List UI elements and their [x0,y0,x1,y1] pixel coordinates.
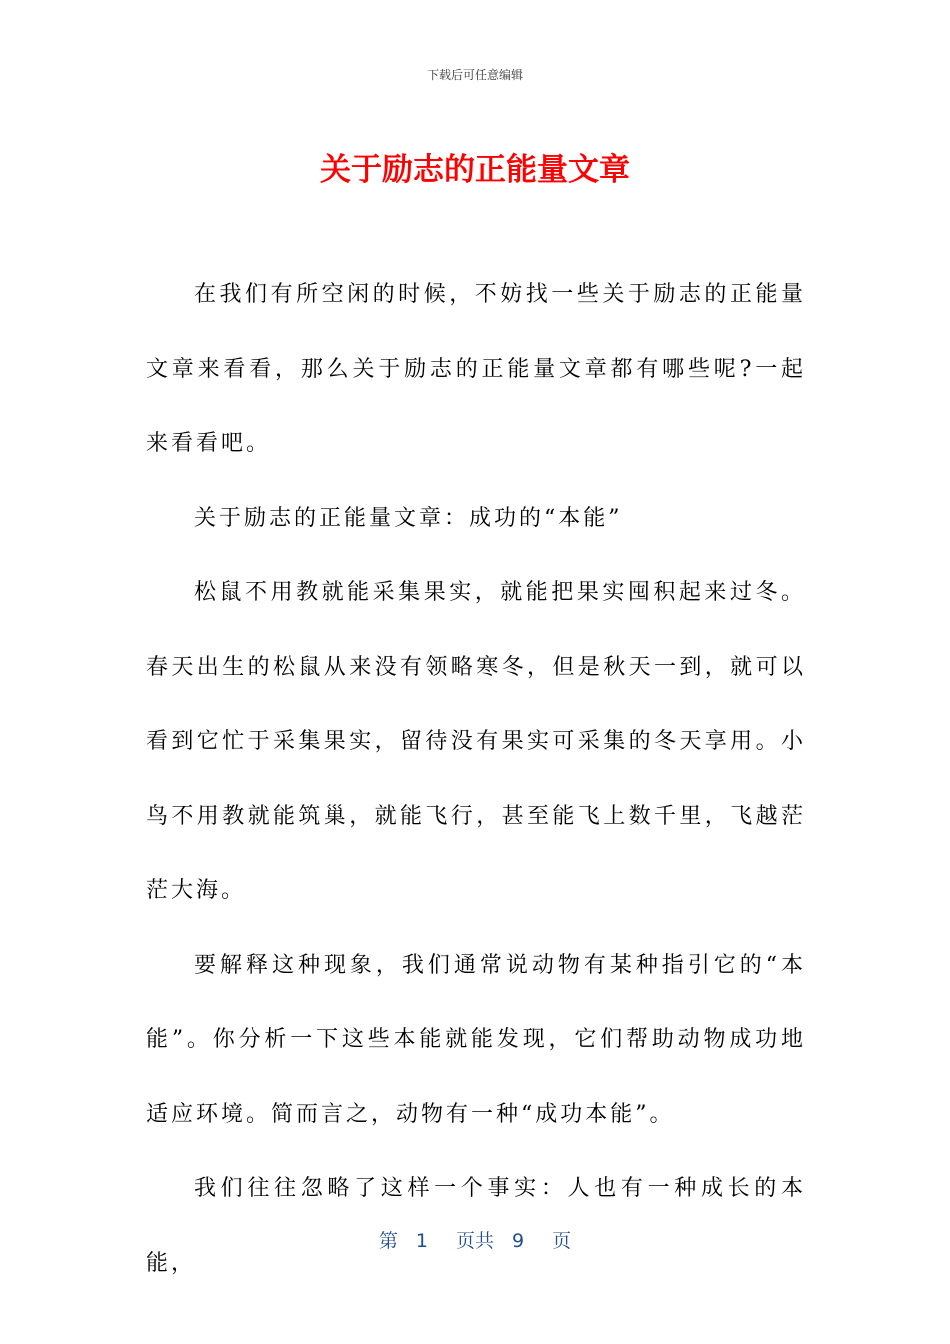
footer-page-number: 1 [415,1230,428,1252]
paragraph-subheading: 关于励志的正能量文章：成功的“本能” [194,505,623,531]
paragraph-intro: 在我们有所空闲的时候，不妨找一些关于励志的正能量文章来看看，那么关于励志的正能量文章都有哪些呢?一起来看看吧。 [146,282,806,456]
document-title: 关于励志的正能量文章 [320,152,630,188]
header-note: 下载后可任意编辑 [426,68,523,82]
footer-suffix: 页 [552,1230,572,1252]
footer-total-pages: 9 [512,1230,525,1252]
footer-prefix: 第 [378,1230,398,1252]
paragraph-instinct: 要解释这种现象，我们通常说动物有某种指引它的“本能”。你分析一下这些本能就能发现，它们帮助动物成功地适应环境。简而言之，动物有一种“成功本能”。 [146,952,806,1127]
page-footer [0,1226,950,1253]
paragraph-squirrel: 松鼠不用教就能采集果实，就能把果实囤积起来过冬。春天出生的松鼠从来没有领略寒冬，但是秋天一到，就可以看到它忙于采集果实，留待没有果实可采集的冬天享用。小鸟不用教就能筑巢，就能飞行，甚至能飞上数千里，飞越茫茫大海。 [146,580,806,903]
paragraph-human-instinct: 我们往往忽略了这样一个事实：人也有一种成长的本能， [146,1176,806,1276]
document-body [146,258,806,1301]
footer-middle: 页共 [455,1230,494,1252]
